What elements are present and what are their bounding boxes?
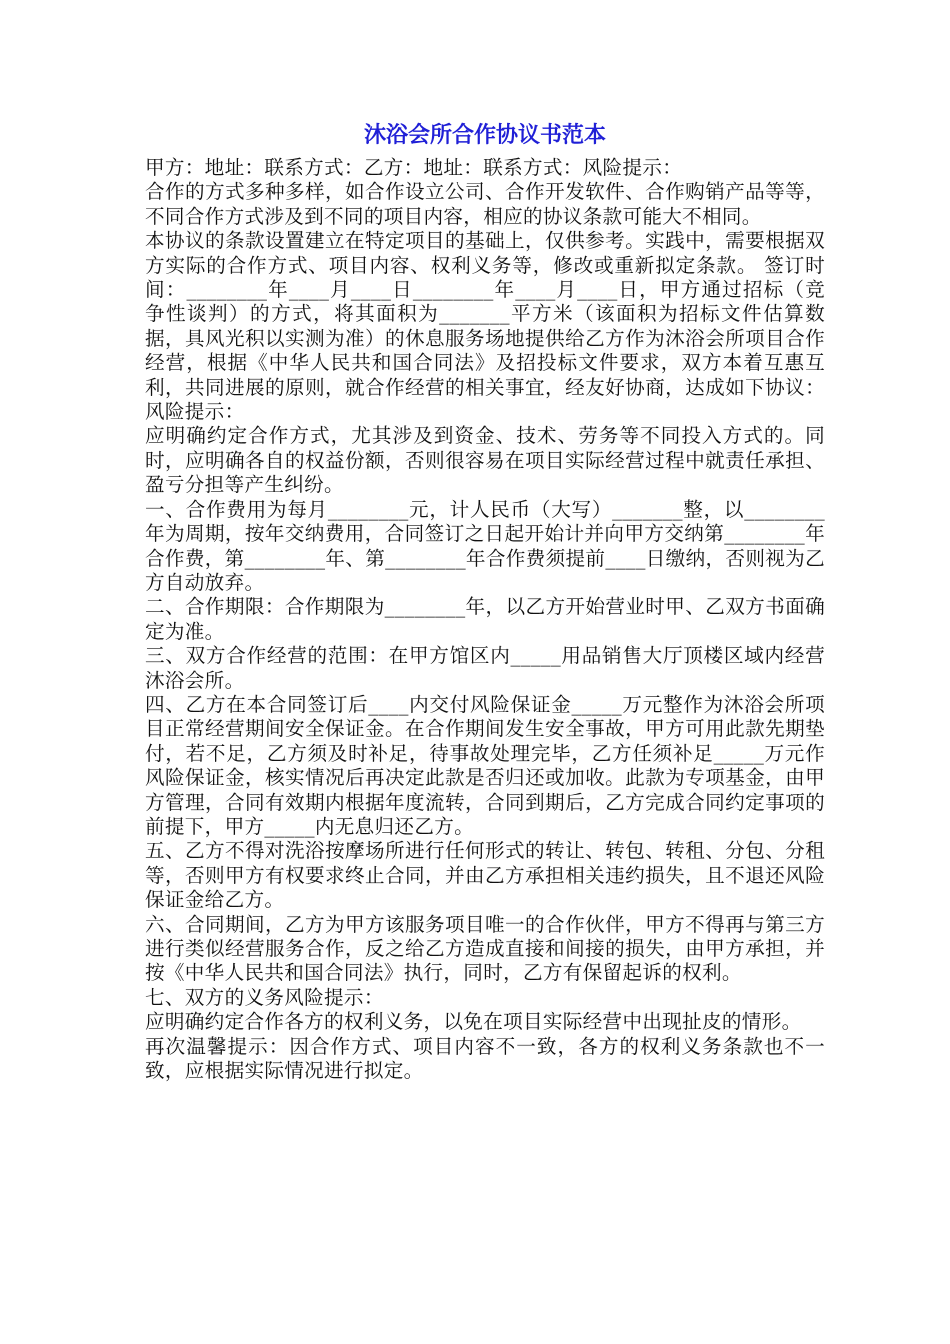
document-body (145, 156, 825, 1083)
clause-7-obligations: 七、双方的义务风险提示： (145, 985, 384, 1009)
clause-2-term: 二、合作期限：合作期限为________年，以乙方开始营业时甲、乙双方书面确定为准。 (145, 595, 825, 643)
paragraph-cooperation-methods: 合作的方式多种多样，如合作设立公司、合作开发软件、合作购销产品等等，不同合作方式涉及到不同的项目内容，相应的协议条款可能大不相同。 (145, 180, 825, 228)
clause-1-fees: 一、合作费用为每月________元，计人民币（大写）_______整，以________年为周期，按年交纳费用，合同签订之日起开始计并向甲方交纳第________年合作费，第________年、第________年合作费须提前____日缴纳，否则视为乙方自动放弃。 (145, 497, 825, 594)
paragraph-parties: 甲方：地址：联系方式：乙方：地址：联系方式：风险提示： (145, 156, 683, 179)
paragraph-risk-note: 应明确约定合作方式，尤其涉及到资金、技术、劳务等不同投入方式的。同时，应明确各自的权益份额，否则很容易在项目实际经营过程中就责任承担、盈亏分担等产生纠纷。 (145, 424, 825, 497)
clause-5-transfer: 五、乙方不得对洗浴按摩场所进行任何形式的转让、转包、转租、分包、分租等，否则甲方有权要求终止合同，并由乙方承担相关违约损失，且不退还风险保证金给乙方。 (145, 839, 825, 912)
paragraph-preamble: 本协议的条款设置建立在特定项目的基础上，仅供参考。实践中，需要根据双方实际的合作方式、项目内容、权利义务等，修改或重新拟定条款。 签订时间：________年____月____日________年____月____日，甲方通过招标（竞争性谈判）的方式，将其面积为_______平方米（该面积为招标文件估算数据，具风光积以实测为准）的休息服务场地提供给乙方作为沐浴会所项目合作经营，根据《中华人民共和国合同法》及招投标文件要求，双方本着互惠互利，共同进展的原则，就合作经营的相关事宜，经友好协商，达成如下协议：风险提示： (145, 229, 825, 424)
clause-4-deposit: 四、乙方在本合同签订后____内交付风险保证金_____万元整作为沐浴会所项目正常经营期间安全保证金。在合作期间发生安全事故，甲方可用此款先期垫付，若不足，乙方须及时补足，待事故处理完毕，乙方任须补足_____万元作风险保证金，核实情况后再决定此款是否归还或加收。此款为专项基金，由甲方管理，合同有效期内根据年度流转，合同到期后，乙方完成合同约定事项的前提下，甲方_____内无息归还乙方。 (145, 692, 825, 838)
paragraph-obligations-note: 应明确约定合作各方的权利义务，以免在项目实际经营中出现扯皮的情形。 (145, 1010, 802, 1034)
document-title: 沐浴会所合作协议书范本 (363, 123, 606, 148)
paragraph-final-reminder: 再次温馨提示：因合作方式、项目内容不一致，各方的权利义务条款也不一致，应根据实际情况进行拟定。 (145, 1034, 825, 1083)
clause-6-exclusivity: 六、合同期间，乙方为甲方该服务项目唯一的合作伙伴，甲方不得再与第三方进行类似经营服务合作，反之给乙方造成直接和间接的损失，由甲方承担，并按《中华人民共和国合同法》执行，同时，乙方有保留起诉的权利。 (145, 912, 825, 985)
clause-3-scope: 三、双方合作经营的范围：在甲方馆区内_____用品销售大厅顶楼区域内经营沐浴会所。 (145, 644, 825, 692)
